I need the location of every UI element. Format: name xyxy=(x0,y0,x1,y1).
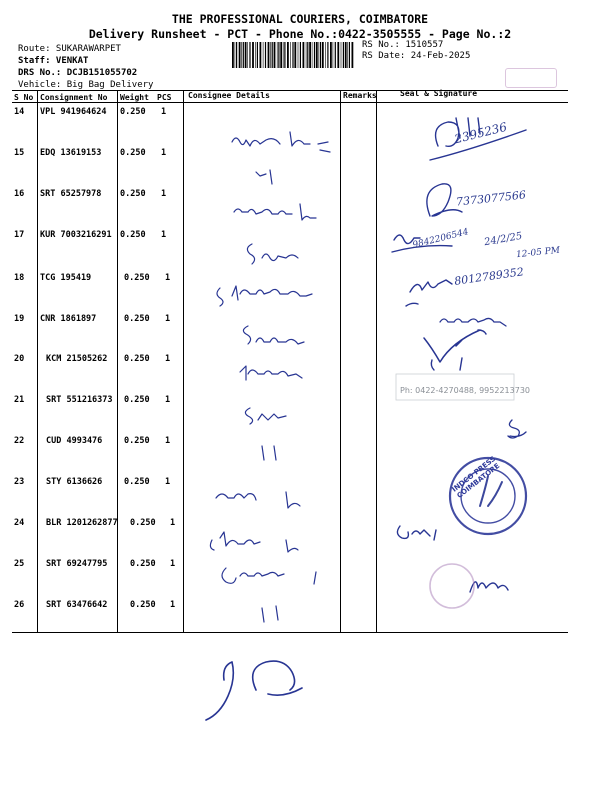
consignee-signature-23 xyxy=(216,492,300,508)
faint-stamp xyxy=(505,68,557,88)
barcode-bar xyxy=(343,42,344,68)
cell-weight: 0.250 xyxy=(124,272,150,283)
cell-sno: 18 xyxy=(14,272,25,283)
barcode-bar xyxy=(314,42,315,68)
barcode-bar xyxy=(241,42,242,68)
cell-consignment: CNR 1861897 xyxy=(40,313,97,324)
receiver-signature-19-text xyxy=(440,318,506,326)
barcode-bar xyxy=(303,42,305,68)
barcode-bar xyxy=(280,42,282,68)
cell-weight: 0.250 xyxy=(120,147,146,158)
hw-date-17: 24/2/25 xyxy=(483,230,524,249)
consignee-signature-15 xyxy=(256,170,272,184)
barcode-bar xyxy=(294,42,296,68)
cell-pcs: 1 xyxy=(165,313,171,324)
consignee-signature-14 xyxy=(232,132,330,152)
cell-weight: 0.250 xyxy=(130,599,156,610)
receiver-signature-24 xyxy=(397,526,436,540)
barcode-bar xyxy=(274,42,276,68)
cell-consignment: TCG 195419 xyxy=(40,272,92,283)
barcode-bar xyxy=(245,42,247,68)
runsheet-title: Delivery Runsheet - PCT - Phone No.:0422-3505555 - Page No.:2 xyxy=(88,27,512,41)
cell-pcs: 1 xyxy=(161,188,167,199)
col-sep xyxy=(37,90,38,632)
barcode-bar xyxy=(335,42,336,68)
barcode-bar xyxy=(352,42,354,68)
rs-number: RS No.: 1510557 xyxy=(362,40,444,50)
consignee-signature-21 xyxy=(245,408,286,424)
barcode-bar xyxy=(270,42,271,68)
table-bottom-border xyxy=(12,632,568,633)
vehicle-label: Vehicle: Big Bag Delivery xyxy=(18,80,154,90)
barcode-bar xyxy=(268,42,270,68)
cell-weight: 0.250 xyxy=(130,558,156,569)
cell-pcs: 1 xyxy=(165,272,171,283)
faded-stamp xyxy=(430,564,474,608)
barcode-bar xyxy=(349,42,350,68)
hw-phone-16: 7373077566 xyxy=(455,188,527,209)
barcode-bar xyxy=(337,42,339,68)
cell-sno: 22 xyxy=(14,436,25,447)
cell-sno: 16 xyxy=(14,188,25,199)
consignee-signature-20 xyxy=(240,366,302,380)
cell-sno: 25 xyxy=(14,558,25,569)
barcode-bar xyxy=(249,42,250,68)
cell-weight: 0.250 xyxy=(130,518,156,528)
receiver-signature-25 xyxy=(470,582,508,592)
barcode-bar xyxy=(252,42,254,68)
barcode-bar xyxy=(298,42,299,68)
barcode-bar xyxy=(232,42,234,68)
cell-weight: 0.250 xyxy=(124,477,150,488)
consignee-signature-25 xyxy=(222,568,316,584)
barcode-bar xyxy=(327,42,328,68)
barcode-bar xyxy=(290,42,291,68)
cell-sno: 17 xyxy=(14,229,25,240)
barcode-bar xyxy=(292,42,293,68)
cell-consignment: SRT 551216373 xyxy=(46,395,113,406)
barcode-bar xyxy=(263,42,264,68)
barcode-bar xyxy=(325,42,326,68)
route-label: Route: SUKARAWARPET xyxy=(18,44,121,54)
receiver-signature-19 xyxy=(424,330,486,362)
barcode-bar xyxy=(306,42,307,68)
cell-consignment: VPL 941964624 xyxy=(40,107,107,117)
bottom-signature xyxy=(206,661,302,720)
cell-consignment: SRT 69247795 xyxy=(46,558,108,569)
cell-sno: 14 xyxy=(14,107,25,117)
cell-consignment: KCM 21505262 xyxy=(46,354,108,365)
barcode-bar xyxy=(322,42,324,68)
barcode-bar xyxy=(287,42,289,68)
cell-weight: 0.250 xyxy=(124,313,150,324)
consignee-signature-16 xyxy=(234,204,316,220)
barcode-bar xyxy=(300,42,301,68)
barcode-bar xyxy=(260,42,262,68)
barcode-bar xyxy=(257,42,258,68)
barcode-bar xyxy=(272,42,273,68)
col-sep xyxy=(183,90,184,632)
stamp-circle-text: INDCO PRESS COIMBATORE xyxy=(450,454,502,501)
hw-phone-14: 2395236 xyxy=(453,119,509,147)
receiver-signature-20 xyxy=(431,358,462,370)
col-sep xyxy=(117,90,118,632)
cell-pcs: 1 xyxy=(161,107,167,117)
hw-phone-18: 8012789352 xyxy=(453,265,525,288)
col-header-weight: Weight xyxy=(120,93,149,102)
cell-consignment: STY 6136626 xyxy=(46,477,103,488)
cell-weight: 0.250 xyxy=(124,395,150,406)
cell-weight: 0.250 xyxy=(120,229,146,240)
barcode-image xyxy=(232,42,354,68)
consignee-signature-17 xyxy=(247,244,298,264)
barcode-bar xyxy=(312,42,313,68)
col-header-pcs: PCS xyxy=(157,93,172,102)
consignee-signature-18 xyxy=(217,286,312,306)
barcode-bar xyxy=(255,42,256,68)
cell-pcs: 1 xyxy=(165,395,171,406)
consignee-signature-19 xyxy=(243,326,304,344)
cell-sno: 20 xyxy=(14,354,25,365)
col-sep xyxy=(376,90,377,632)
barcode-bar xyxy=(347,42,348,68)
barcode-bar xyxy=(283,42,284,68)
barcode-bar xyxy=(309,42,311,68)
barcode-bar xyxy=(341,42,342,68)
consignee-signature-22 xyxy=(262,446,276,460)
barcode-bar xyxy=(333,42,334,68)
cell-sno: 19 xyxy=(14,313,25,324)
col-header-sno: S No xyxy=(14,93,34,102)
cell-pcs: 1 xyxy=(170,558,176,569)
header-bottom-border xyxy=(12,102,568,103)
barcode-bar xyxy=(235,42,236,68)
col-sep xyxy=(340,90,341,632)
cell-pcs: 1 xyxy=(165,477,171,488)
cell-weight: 0.250 xyxy=(124,436,150,447)
barcode-bar xyxy=(319,42,320,68)
drs-number: DRS No.: DCJB151055702 xyxy=(18,68,138,78)
cell-pcs: 1 xyxy=(165,354,171,365)
col-header-consignment: Consignment No xyxy=(40,93,108,102)
cell-pcs: 1 xyxy=(161,229,167,240)
barcode-bar xyxy=(284,42,285,68)
col-header-remarks: Remarks xyxy=(343,91,377,100)
barcode-bar xyxy=(243,42,244,68)
barcode-bar xyxy=(320,42,321,68)
cell-pcs: 1 xyxy=(161,147,167,158)
rs-date: RS Date: 24-Feb-2025 xyxy=(362,51,471,61)
cell-weight: 0.250 xyxy=(120,188,146,199)
cell-pcs: 1 xyxy=(170,518,176,528)
cell-consignment: BLR 1201262877 xyxy=(46,518,118,528)
cell-consignment: CUD 4993476 xyxy=(46,436,103,447)
hw-phone-17: 9842206544 xyxy=(411,227,470,251)
cell-weight: 0.250 xyxy=(124,354,150,365)
barcode-bar xyxy=(265,42,266,68)
barcode-bar xyxy=(330,42,332,68)
barcode-bar xyxy=(345,42,347,68)
col-header-signature: Seal & Signature xyxy=(400,89,478,98)
cell-sno: 23 xyxy=(14,477,25,488)
consignee-signature-26 xyxy=(262,606,278,622)
cell-weight: 0.250 xyxy=(120,107,146,117)
barcode-bar xyxy=(236,42,237,68)
table-top-border xyxy=(12,90,568,91)
barcode-bar xyxy=(239,42,241,68)
col-header-consignee: Consignee Details xyxy=(188,91,270,100)
barcode-bar xyxy=(247,42,248,68)
barcode-bar xyxy=(278,42,279,68)
cell-consignment: SRT 63476642 xyxy=(46,599,108,610)
cell-sno: 15 xyxy=(14,147,25,158)
stamp-phone-line: Ph: 0422-4270488, 9952213730 xyxy=(400,386,530,395)
staff-label: Staff: VENKAT xyxy=(18,56,89,66)
company-title: THE PROFESSIONAL COURIERS, COIMBATORE xyxy=(171,12,429,26)
hw-time-17: 12-05 PM xyxy=(515,245,561,261)
barcode-bar xyxy=(307,42,308,68)
cell-consignment: EDQ 13619153 xyxy=(40,147,102,158)
cell-consignment: SRT 65257978 xyxy=(40,188,102,199)
barcode-bar xyxy=(277,42,278,68)
receiver-signature-18 xyxy=(406,280,452,306)
cell-sno: 26 xyxy=(14,599,25,610)
cell-sno: 24 xyxy=(14,518,25,528)
cell-pcs: 1 xyxy=(165,436,171,447)
barcode-bar xyxy=(316,42,318,68)
cell-consignment: KUR 7003216291 xyxy=(40,229,112,240)
cell-pcs: 1 xyxy=(170,599,176,610)
consignee-signature-24 xyxy=(210,532,298,552)
cell-sno: 21 xyxy=(14,395,25,406)
